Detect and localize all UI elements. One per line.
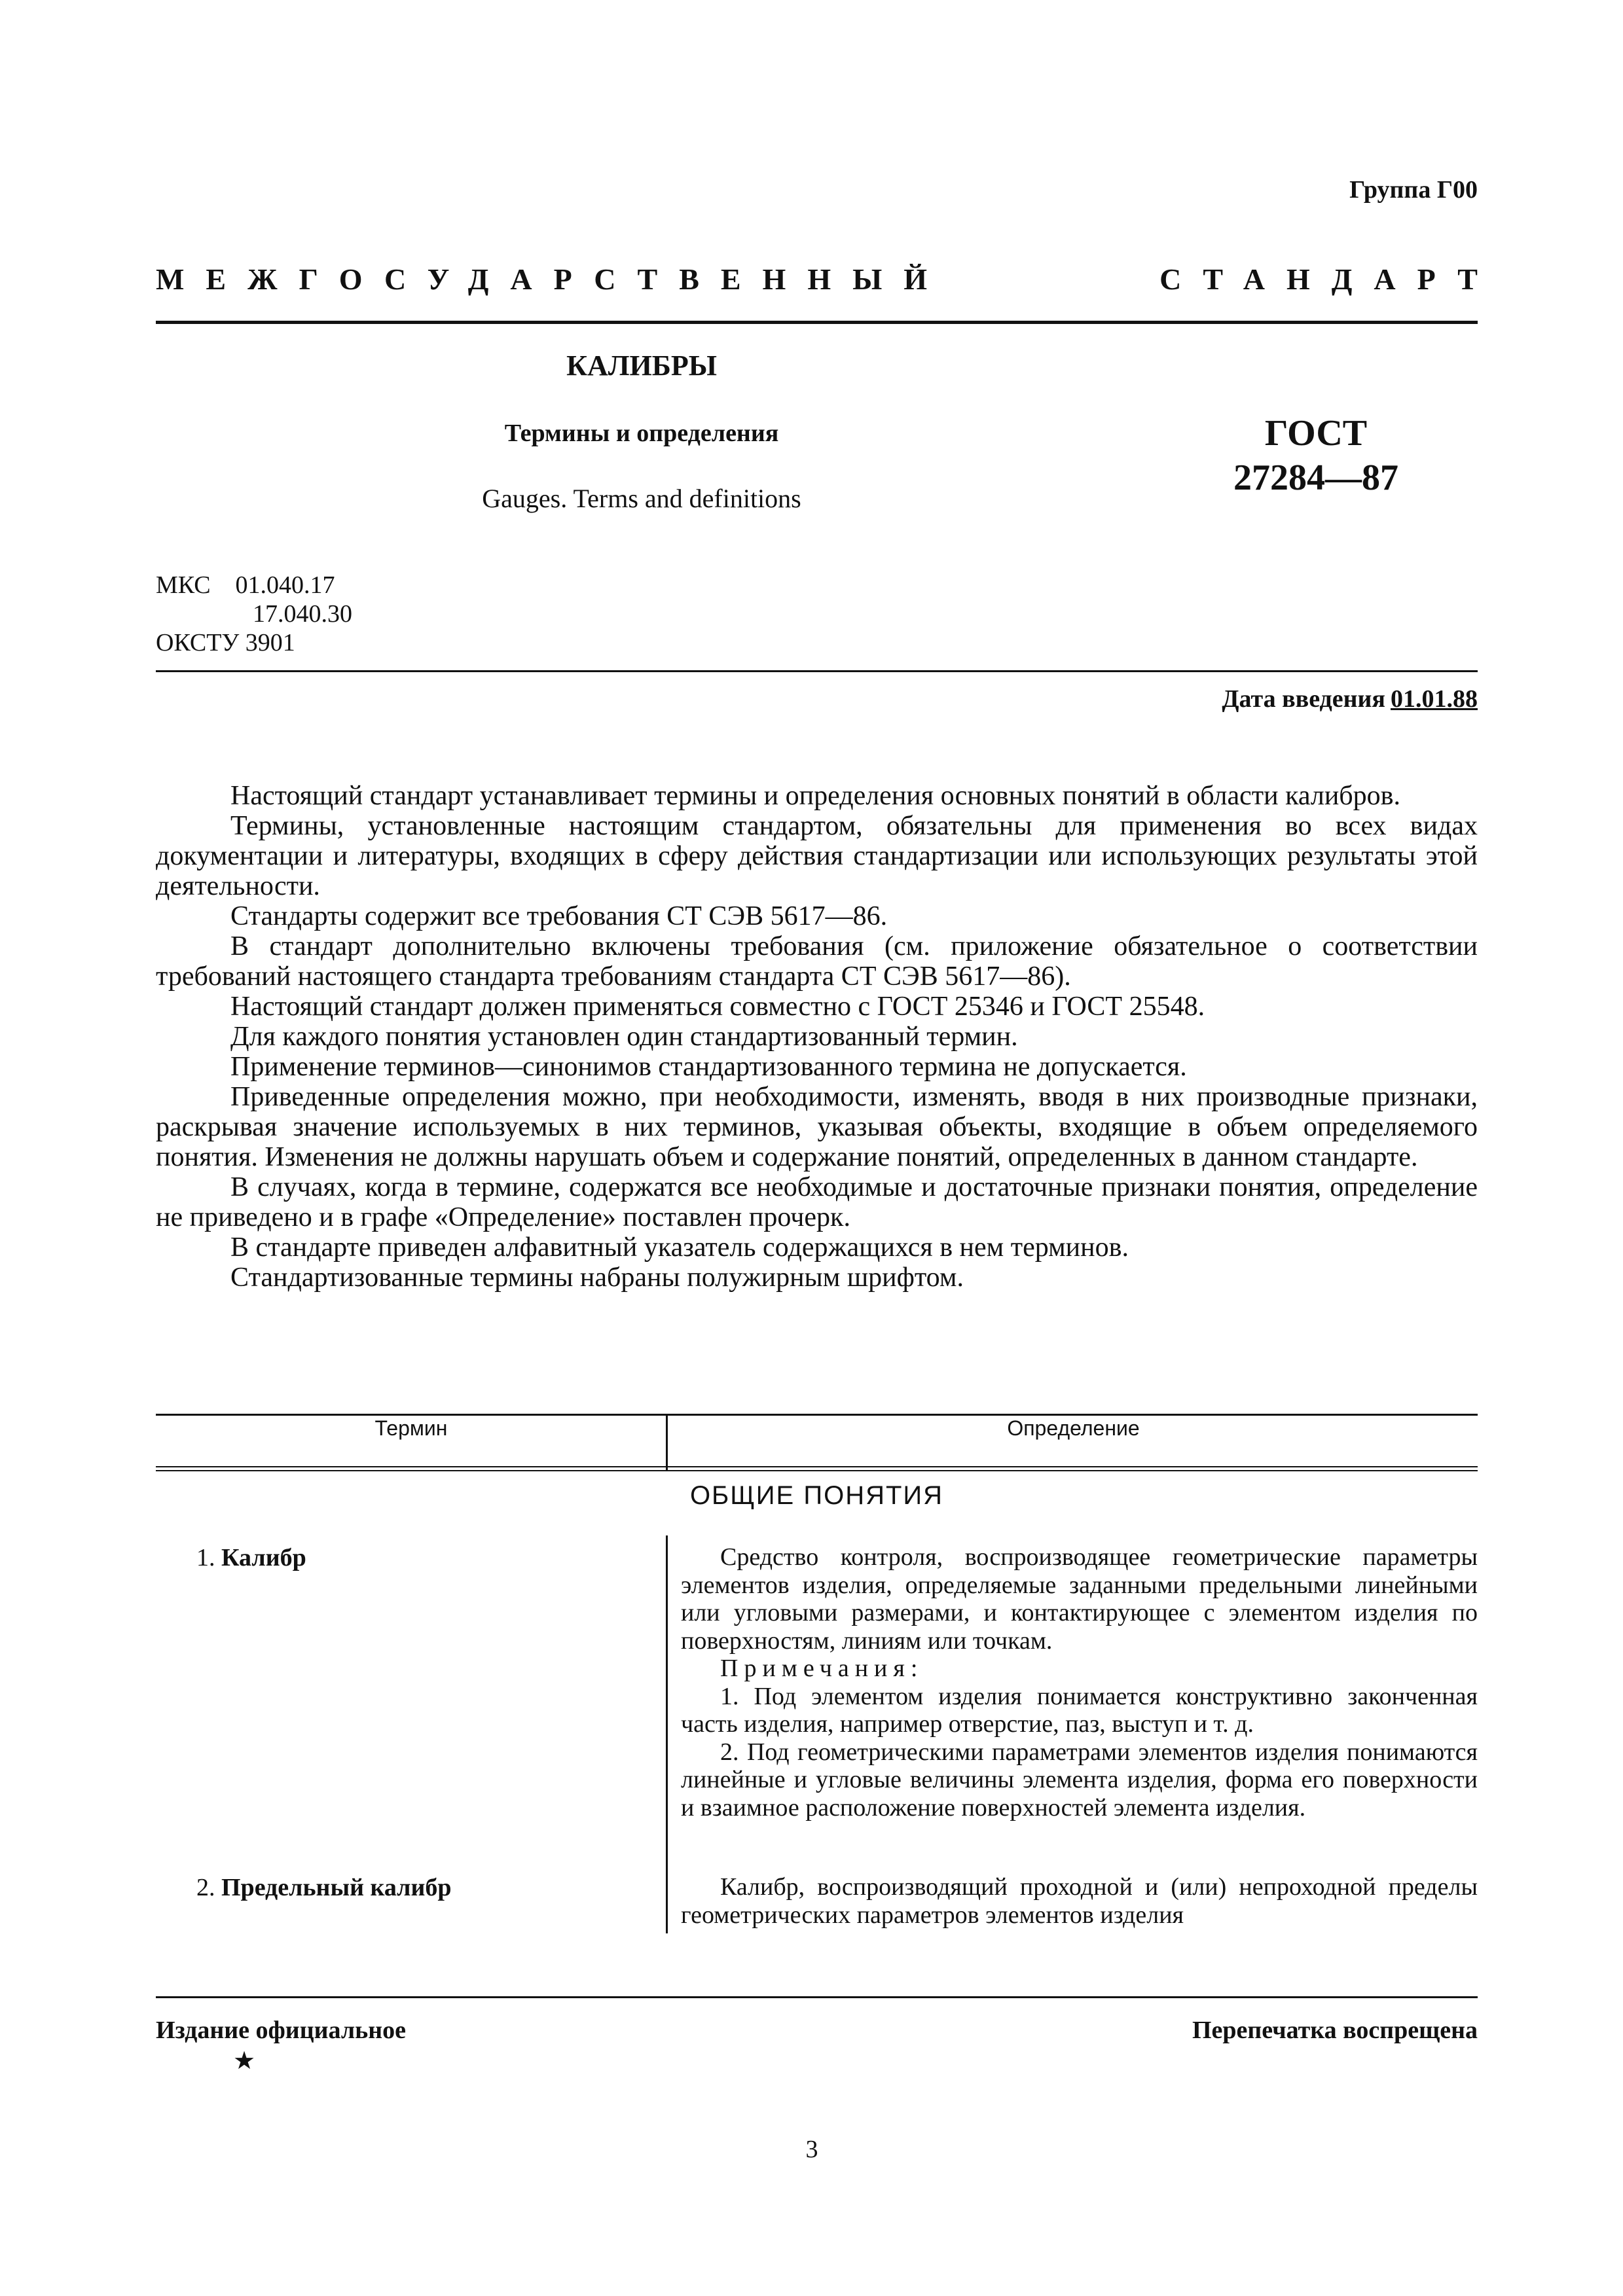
intro-paragraph: Настоящий стандарт должен применяться совместно с ГОСТ 25346 и ГОСТ 25548.: [230, 992, 1205, 1022]
reprint-prohibited: Перепечатка воспрещена: [1192, 2017, 1478, 2044]
intro-paragraph: В стандарт дополнительно включены требования (см. приложение обязательное о соответствии требований настоящего стандарта требованиям стандарта СТ СЭВ 5617—86).: [156, 931, 1478, 992]
mks-code-1: 01.040.17: [235, 571, 335, 599]
intro-paragraph: Стандарты содержит все требования СТ СЭВ 5617—86.: [230, 901, 888, 931]
intro-paragraph: Настоящий стандарт устанавливает термины и определения основных понятий в области калибров.: [230, 781, 1401, 811]
english-title: Gauges. Terms and definitions: [482, 484, 801, 513]
star-icon: ★: [233, 2047, 256, 2075]
mks-code-2: 17.040.30: [253, 600, 352, 628]
header-rule: [156, 321, 1478, 324]
table-header-definition: Определение: [1007, 1416, 1140, 1440]
gost-number: 27284—87: [1233, 457, 1398, 498]
definition-text: Калибр, воспроизводящий проходной и (или) непроходной пределы геометрических параметров элементов изделия: [681, 1873, 1478, 1929]
table-header-term: Термин: [374, 1416, 448, 1440]
document-subtitle: Термины и определения: [504, 420, 779, 447]
effective-date: [1222, 685, 1478, 713]
intro-paragraph: В случаях, когда в термине, содержатся все необходимые и достаточные признаки понятия, определение не приведено и в графе «Определение» поставлен прочерк.: [156, 1172, 1478, 1232]
intro-paragraph: Термины, установленные настоящим стандартом, обязательны для применения во всех видах документации и литературы, входящих в сферу действия стандартизации или использующих результаты этой деятельности.: [156, 811, 1478, 901]
footer-rule: [156, 1996, 1478, 1998]
definition-limit-calibre: [681, 1873, 1478, 1929]
note-2: 2. Под геометрическими параметрами элементов изделия понимаются линейные и угловые величины элемента изделия, форма его поверхности и взаимное расположение поверхностей элемента изделия.: [681, 1738, 1478, 1821]
table-body-divider: [666, 1535, 668, 1933]
table-top-rule: [156, 1414, 1478, 1416]
term-name: Калибр: [221, 1544, 306, 1571]
note-1: 1. Под элементом изделия понимается конструктивно законченная часть изделия, например отверстие, паз, выступ и т. д.: [681, 1682, 1478, 1738]
term-number: 2.: [196, 1874, 215, 1901]
banner-standard: СТАНДАРТ: [1159, 262, 1499, 296]
classification-codes: [156, 571, 352, 657]
notes-label: Примечания:: [720, 1655, 924, 1682]
group-code: Группа Г00: [1349, 176, 1478, 204]
intro-text: [156, 781, 1478, 1293]
document-title: КАЛИБРЫ: [566, 350, 717, 382]
effective-date-value: 01.01.88: [1391, 685, 1478, 713]
intro-paragraph: Применение терминов—синонимов стандартизованного термина не допускается.: [230, 1052, 1187, 1082]
gost-designation: [1185, 411, 1447, 500]
official-edition: Издание официальное: [156, 2017, 407, 2044]
term-name: Предельный калибр: [221, 1874, 452, 1901]
banner-interstate: МЕЖГОСУДАРСТВЕННЫЙ: [156, 262, 949, 296]
page-number: 3: [805, 2136, 818, 2163]
term-limit-calibre: [196, 1873, 452, 1902]
codes-rule: [156, 670, 1478, 672]
intro-paragraph: Приведенные определения можно, при необходимости, изменять, вводя в них производные признаки, раскрывая значение используемых в них терминов, указывая объекты, входящие в объем определяемого понятия. Изменения не должны нарушать объем и содержание понятий, определенных в данном стандарте.: [156, 1082, 1478, 1172]
intro-paragraph: Стандартизованные термины набраны полужирным шрифтом.: [230, 1263, 964, 1293]
gost-label: ГОСТ: [1264, 413, 1368, 454]
term-number: 1.: [196, 1544, 215, 1571]
table-header-rule-1: [156, 1466, 1478, 1467]
term-calibre: [196, 1543, 306, 1572]
intro-paragraph: Для каждого понятия установлен один стандартизованный термин.: [230, 1022, 1018, 1052]
okstu-code: ОКСТУ 3901: [156, 629, 295, 656]
effective-date-label: Дата введения: [1222, 685, 1385, 713]
definition-text: Средство контроля, воспроизводящее геометрические параметры элементов изделия, определяемые заданными предельными линейными или угловыми размерами, и контактирующее с элементом изделия по поверхностям, линиям или точкам.: [681, 1543, 1478, 1655]
section-heading: ОБЩИЕ ПОНЯТИЯ: [689, 1481, 944, 1510]
intro-paragraph: В стандарте приведен алфавитный указатель содержащихся в нем терминов.: [230, 1232, 1129, 1263]
table-header-rule-2: [156, 1470, 1478, 1471]
definition-calibre: [681, 1543, 1478, 1821]
mks-label: МКС: [156, 571, 211, 599]
standard-banner: [156, 262, 1499, 296]
